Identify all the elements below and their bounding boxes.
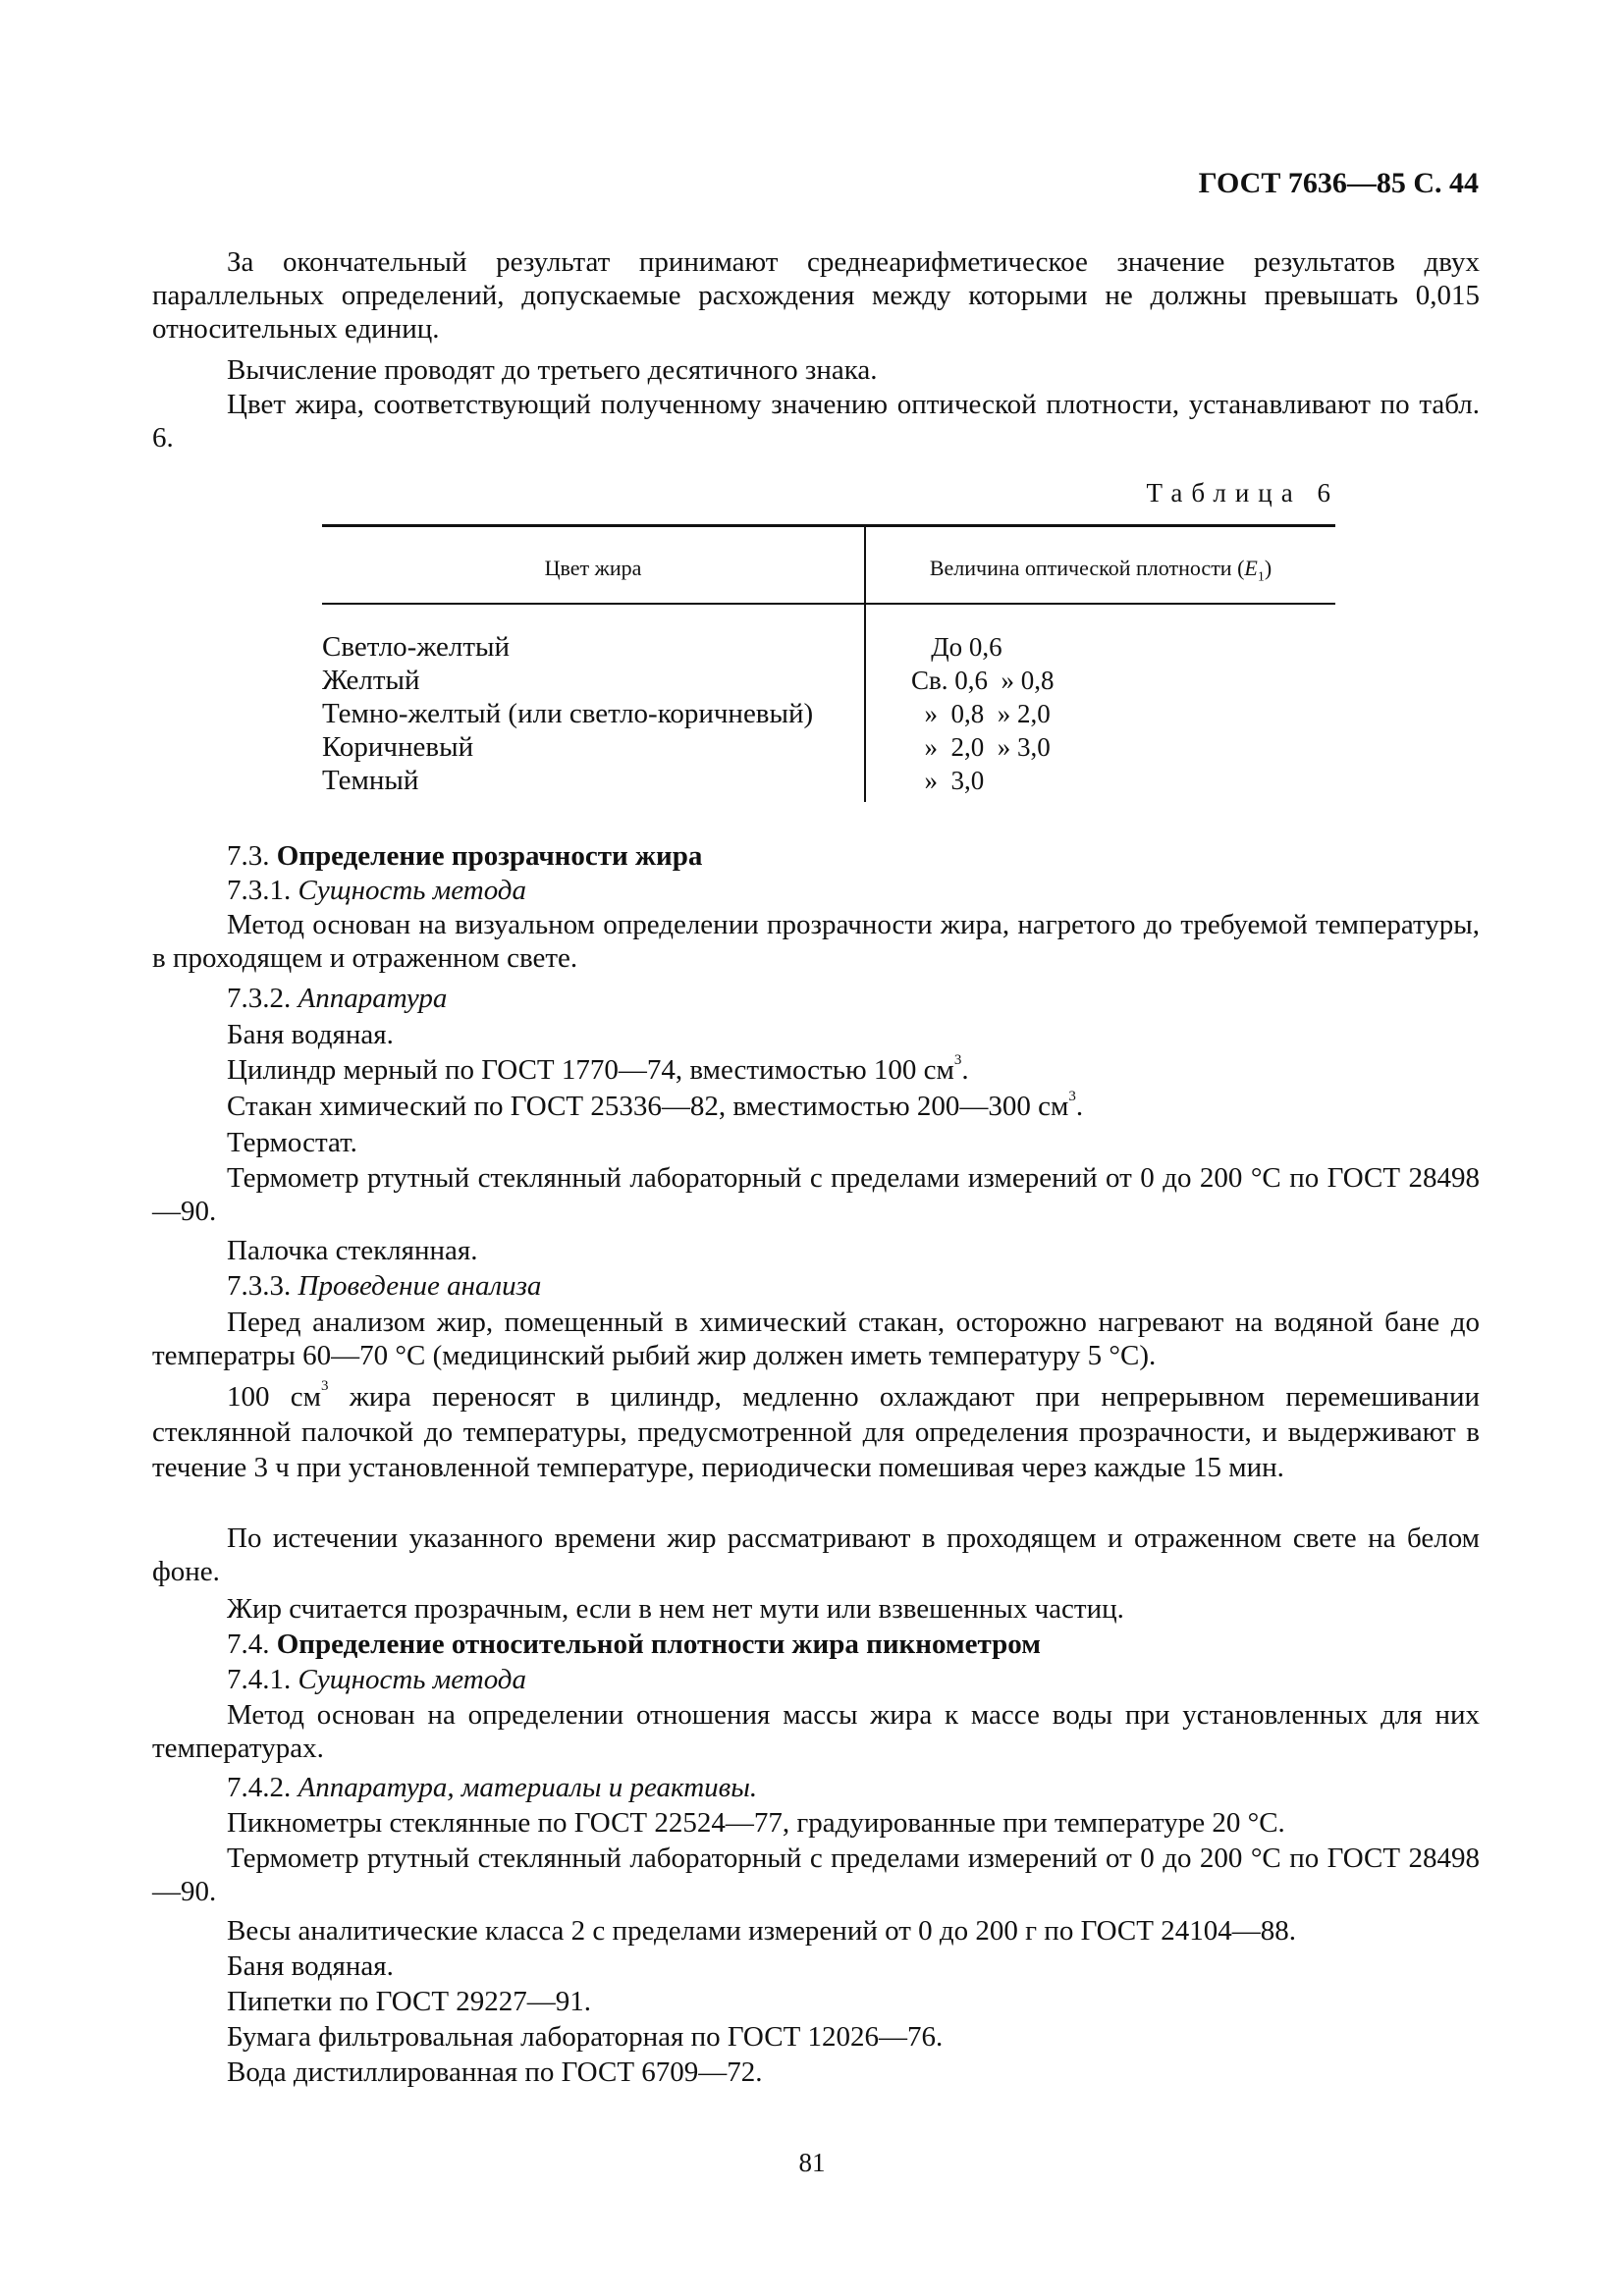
table-body xyxy=(322,630,1335,797)
materials-item: Бумага фильтровальная лабораторная по ГОСТ 12026—76. xyxy=(227,2021,944,2053)
table-header-density xyxy=(866,552,1335,594)
paragraph-transparency-method: Метод основан на визуальном определении прозрачности жира, нагретого до требуемой температуры, в проходящем и отраженном свете. xyxy=(152,909,1480,974)
section-title: Определение прозрачности жира xyxy=(276,840,703,872)
section-title: Определение относительной плотности жира пикнометром xyxy=(276,1629,1041,1660)
analysis-volume: 100 см xyxy=(227,1381,322,1413)
paragraph-calculation: Вычисление проводят до третьего десятичного знака. xyxy=(227,354,878,386)
section-number: 7.4.2. xyxy=(227,1772,292,1803)
table-cell-color: Темный xyxy=(322,765,419,796)
paragraph-analysis-heating: Перед анализом жир, помещенный в химический стакан, осторожно нагревают на водяной бане до температры 60—70 °С (медицинский рыбий жир должен иметь температуру 5 °С). xyxy=(152,1307,1480,1371)
table-cell-color: Светло-желтый xyxy=(322,631,510,663)
page-header: ГОСТ 7636—85 С. 44 xyxy=(1198,167,1479,199)
materials-item: Весы аналитические класса 2 с пределами измерений от 0 до 200 г по ГОСТ 24104—88. xyxy=(227,1915,1296,1947)
section-7-3-1-heading xyxy=(152,874,1554,907)
superscript: 3 xyxy=(1068,1089,1076,1104)
table-cell-value: Св. 0,6 » 0,8 xyxy=(911,666,1055,695)
section-title: Сущность метода xyxy=(298,875,526,906)
section-number: 7.3.2. xyxy=(227,983,292,1014)
table-caption: Таблица 6 xyxy=(1146,478,1339,507)
section-7-4-1-heading xyxy=(152,1663,1554,1696)
table-cell-value: » 0,8 » 2,0 xyxy=(911,699,1051,728)
section-7-4-2-heading xyxy=(152,1771,1554,1804)
paragraph-final-result: За окончательный результат принимают среднеарифметическое значение результатов двух параллельных определений, допускаемые расхождения между которыми не должны превышать 0,015 относительных единиц. xyxy=(152,246,1480,345)
paragraph-analysis-cooling xyxy=(152,1379,1480,1485)
paragraph-analysis-result: Жир считается прозрачным, если в нем нет мути или взвешенных частиц. xyxy=(227,1593,1124,1625)
table-row xyxy=(322,730,1335,764)
section-title: Аппаратура xyxy=(298,983,448,1014)
table-row xyxy=(322,630,1335,664)
table-cell-value: » 3,0 xyxy=(911,766,985,795)
table-header-density-label: Величина оптической плотности ( xyxy=(929,556,1245,580)
table-6 xyxy=(322,522,1335,802)
apparatus-item: Баня водяная. xyxy=(227,1019,394,1050)
table-header-density-subscript: 1 xyxy=(1257,569,1265,585)
apparatus-item xyxy=(152,1053,1554,1087)
table-cell-value: » 2,0 » 3,0 xyxy=(911,732,1051,762)
page-number: 81 xyxy=(798,2148,826,2177)
table-cell-color: Темно-желтый (или светло-коричневый) xyxy=(322,698,814,729)
table-cell-value: До 0,6 xyxy=(911,632,1002,662)
materials-item: Вода дистиллированная по ГОСТ 6709—72. xyxy=(227,2056,763,2088)
section-number: 7.4.1. xyxy=(227,1664,292,1695)
apparatus-text: Цилиндр мерный по ГОСТ 1770—74, вместимостью 100 см xyxy=(227,1054,954,1086)
table-header-density-symbol: E xyxy=(1244,556,1258,580)
section-title: Сущность метода xyxy=(298,1664,526,1695)
section-number: 7.3. xyxy=(227,840,270,872)
table-top-rule xyxy=(322,524,1335,527)
table-row xyxy=(322,697,1335,730)
section-title: Аппаратура, материалы и реактивы. xyxy=(298,1772,758,1803)
section-title: Проведение анализа xyxy=(298,1270,542,1302)
section-7-4-heading xyxy=(152,1628,1554,1661)
paragraph-analysis-inspection: По истечении указанного времени жир рассматривают в проходящем и отраженном свете на белом фоне. xyxy=(152,1522,1480,1587)
materials-item: Пипетки по ГОСТ 29227—91. xyxy=(227,1986,592,2017)
materials-item: Термометр ртутный стеклянный лабораторный с пределами измерений от 0 до 200 °С по ГОСТ 28498—90. xyxy=(152,1842,1480,1907)
table-cell-color: Желтый xyxy=(322,665,420,696)
paragraph-fat-color: Цвет жира, соответствующий полученному значению оптической плотности, устанавливают по табл. 6. xyxy=(152,389,1480,454)
superscript: 3 xyxy=(321,1378,329,1394)
section-7-3-heading xyxy=(152,839,1554,873)
apparatus-item: Термостат. xyxy=(227,1127,357,1158)
table-header-density-close: ) xyxy=(1264,556,1272,580)
punctuation: . xyxy=(1075,1091,1084,1122)
apparatus-item: Палочка стеклянная. xyxy=(227,1235,478,1266)
section-number: 7.4. xyxy=(227,1629,270,1660)
paragraph-density-method: Метод основан на определении отношения массы жира к массе воды при установленных для них температурах. xyxy=(152,1699,1480,1764)
materials-item: Пикнометры стеклянные по ГОСТ 22524—77, градуированные при температуре 20 °С. xyxy=(227,1807,1285,1839)
section-number: 7.3.1. xyxy=(227,875,292,906)
table-header-rule xyxy=(322,603,1335,605)
section-7-3-2-heading xyxy=(152,982,1554,1015)
punctuation: . xyxy=(961,1054,969,1086)
apparatus-item xyxy=(152,1090,1554,1123)
table-header-color: Цвет жира xyxy=(544,556,642,580)
materials-item: Баня водяная. xyxy=(227,1950,394,1982)
section-number: 7.3.3. xyxy=(227,1270,292,1302)
table-cell-color: Коричневый xyxy=(322,731,474,763)
superscript: 3 xyxy=(953,1052,962,1068)
table-row xyxy=(322,664,1335,697)
apparatus-item: Термометр ртутный стеклянный лабораторный с пределами измерений от 0 до 200 °С по ГОСТ 28498—90. xyxy=(152,1162,1480,1227)
analysis-text: жира переносят в цилиндр, медленно охлаждают при непрерывном перемешивании стеклянной палочкой до температуры, предусмотренной для определения прозрачности, и выдерживают в течение 3 ч при установленной температуре, периодически помешивая через каждые 15 мин. xyxy=(152,1381,1480,1483)
section-7-3-3-heading xyxy=(152,1269,1554,1303)
apparatus-text: Стакан химический по ГОСТ 25336—82, вместимостью 200—300 см xyxy=(227,1091,1069,1122)
table-row xyxy=(322,764,1335,797)
